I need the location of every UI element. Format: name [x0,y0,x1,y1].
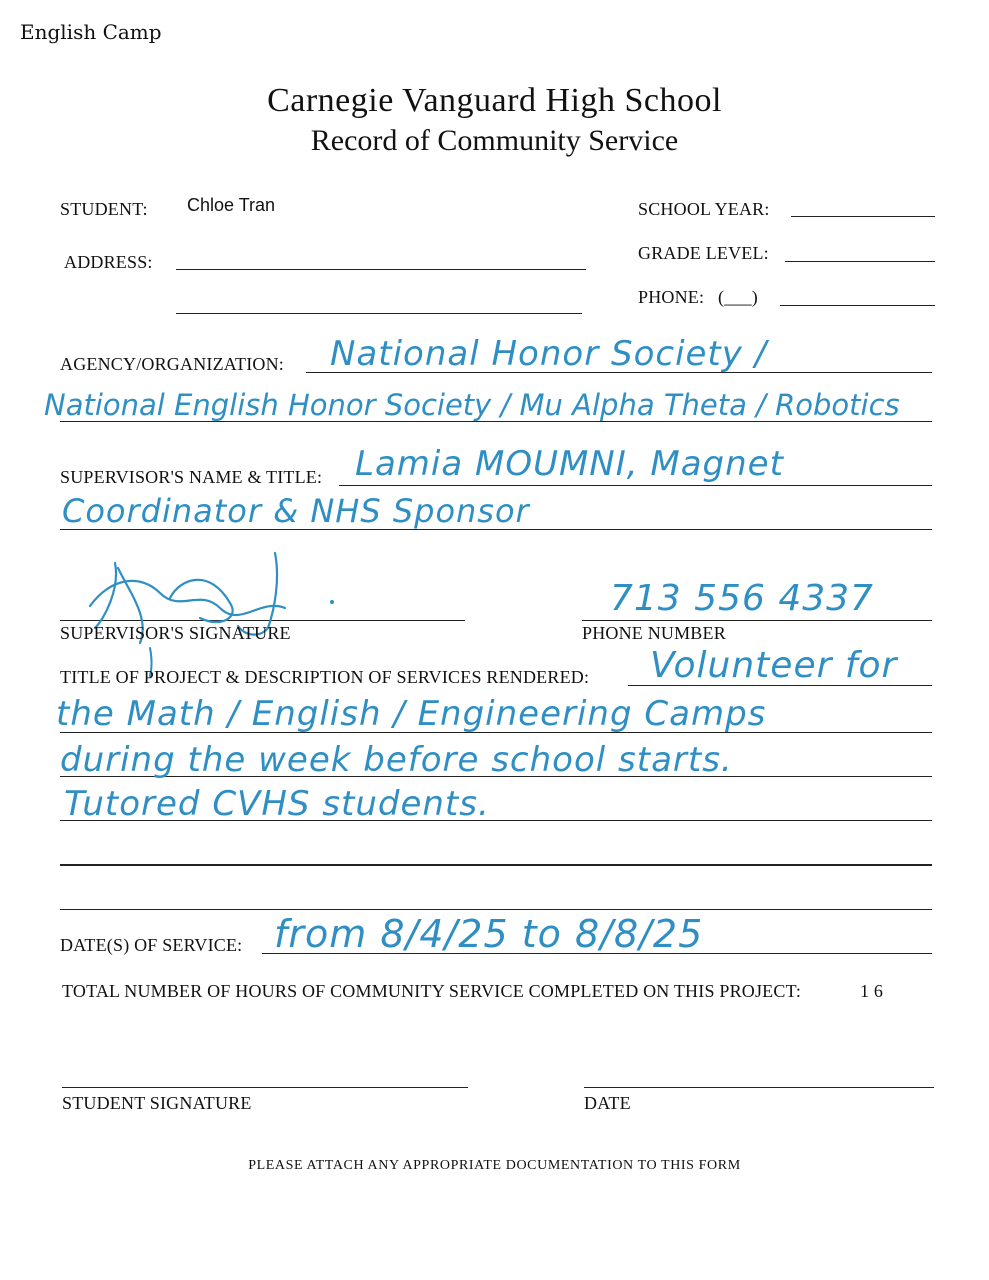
project-line6[interactable] [60,909,932,910]
project-title-label: TITLE OF PROJECT & DESCRIPTION OF SERVICES RENDERED: [60,667,590,687]
student-signature-label: STUDENT SIGNATURE [62,1093,252,1113]
supervisor-signature-scribble [70,548,370,678]
supervisor-name-line1[interactable] [339,485,932,486]
supervisor-handwriting-line1: Lamia MOUMNI, Magnet [355,444,784,484]
address-field-line2[interactable] [176,313,582,314]
address-field-line1[interactable] [176,269,586,270]
phone-number-label: PHONE NUMBER [582,623,726,643]
address-label: ADDRESS: [64,252,153,272]
student-signature-line[interactable] [62,1087,468,1088]
total-hours-label: TOTAL NUMBER OF HOURS OF COMMUNITY SERVICE COMPLETED ON THIS PROJECT: [62,981,802,1001]
project-handwriting-line2: the Math / English / Engineering Camps [56,694,767,734]
project-handwriting-line3: during the week before school starts. [60,740,733,780]
date-line[interactable] [584,1087,934,1088]
grade-level-label: GRADE LEVEL: [638,243,769,263]
project-line5[interactable] [60,864,932,866]
school-year-label: SCHOOL YEAR: [638,199,770,219]
phone-label: PHONE: [638,287,705,307]
grade-level-field[interactable] [785,261,935,262]
corner-label: English Camp [20,20,162,44]
supervisor-handwriting-line2: Coordinator & NHS Sponsor [62,492,530,530]
agency-label: AGENCY/ORGANIZATION: [60,354,284,374]
supervisor-phone-handwriting: 713 556 4337 [610,578,874,619]
date-label: DATE [584,1093,631,1113]
agency-handwriting-line2: National English Honor Society / Mu Alpha Theta / Robotics [44,388,900,422]
phone-area-code[interactable]: (___) [718,287,758,307]
agency-handwriting-line1: National Honor Society / [330,334,768,374]
phone-field[interactable] [780,305,935,306]
supervisor-name-label: SUPERVISOR'S NAME & TITLE: [60,467,323,487]
school-year-field[interactable] [791,216,935,217]
dates-of-service-handwriting: from 8/4/25 to 8/8/25 [274,912,704,956]
attach-documentation-note: PLEASE ATTACH ANY APPROPRIATE DOCUMENTATION TO THIS FORM [248,1158,741,1173]
project-handwriting-line1: Volunteer for [650,645,898,686]
dates-of-service-label: DATE(S) OF SERVICE: [60,935,243,955]
total-hours-value[interactable]: 1 6 [860,981,884,1001]
supervisor-signature-label: SUPERVISOR'S SIGNATURE [60,623,291,643]
school-name: Carnegie Vanguard High School [267,82,722,119]
supervisor-phone-line[interactable] [582,620,932,621]
project-handwriting-line4: Tutored CVHS students. [64,784,490,824]
form-title: Record of Community Service [310,124,679,157]
student-label: STUDENT: [60,199,148,219]
student-name-field[interactable]: Chloe Tran [187,195,276,215]
